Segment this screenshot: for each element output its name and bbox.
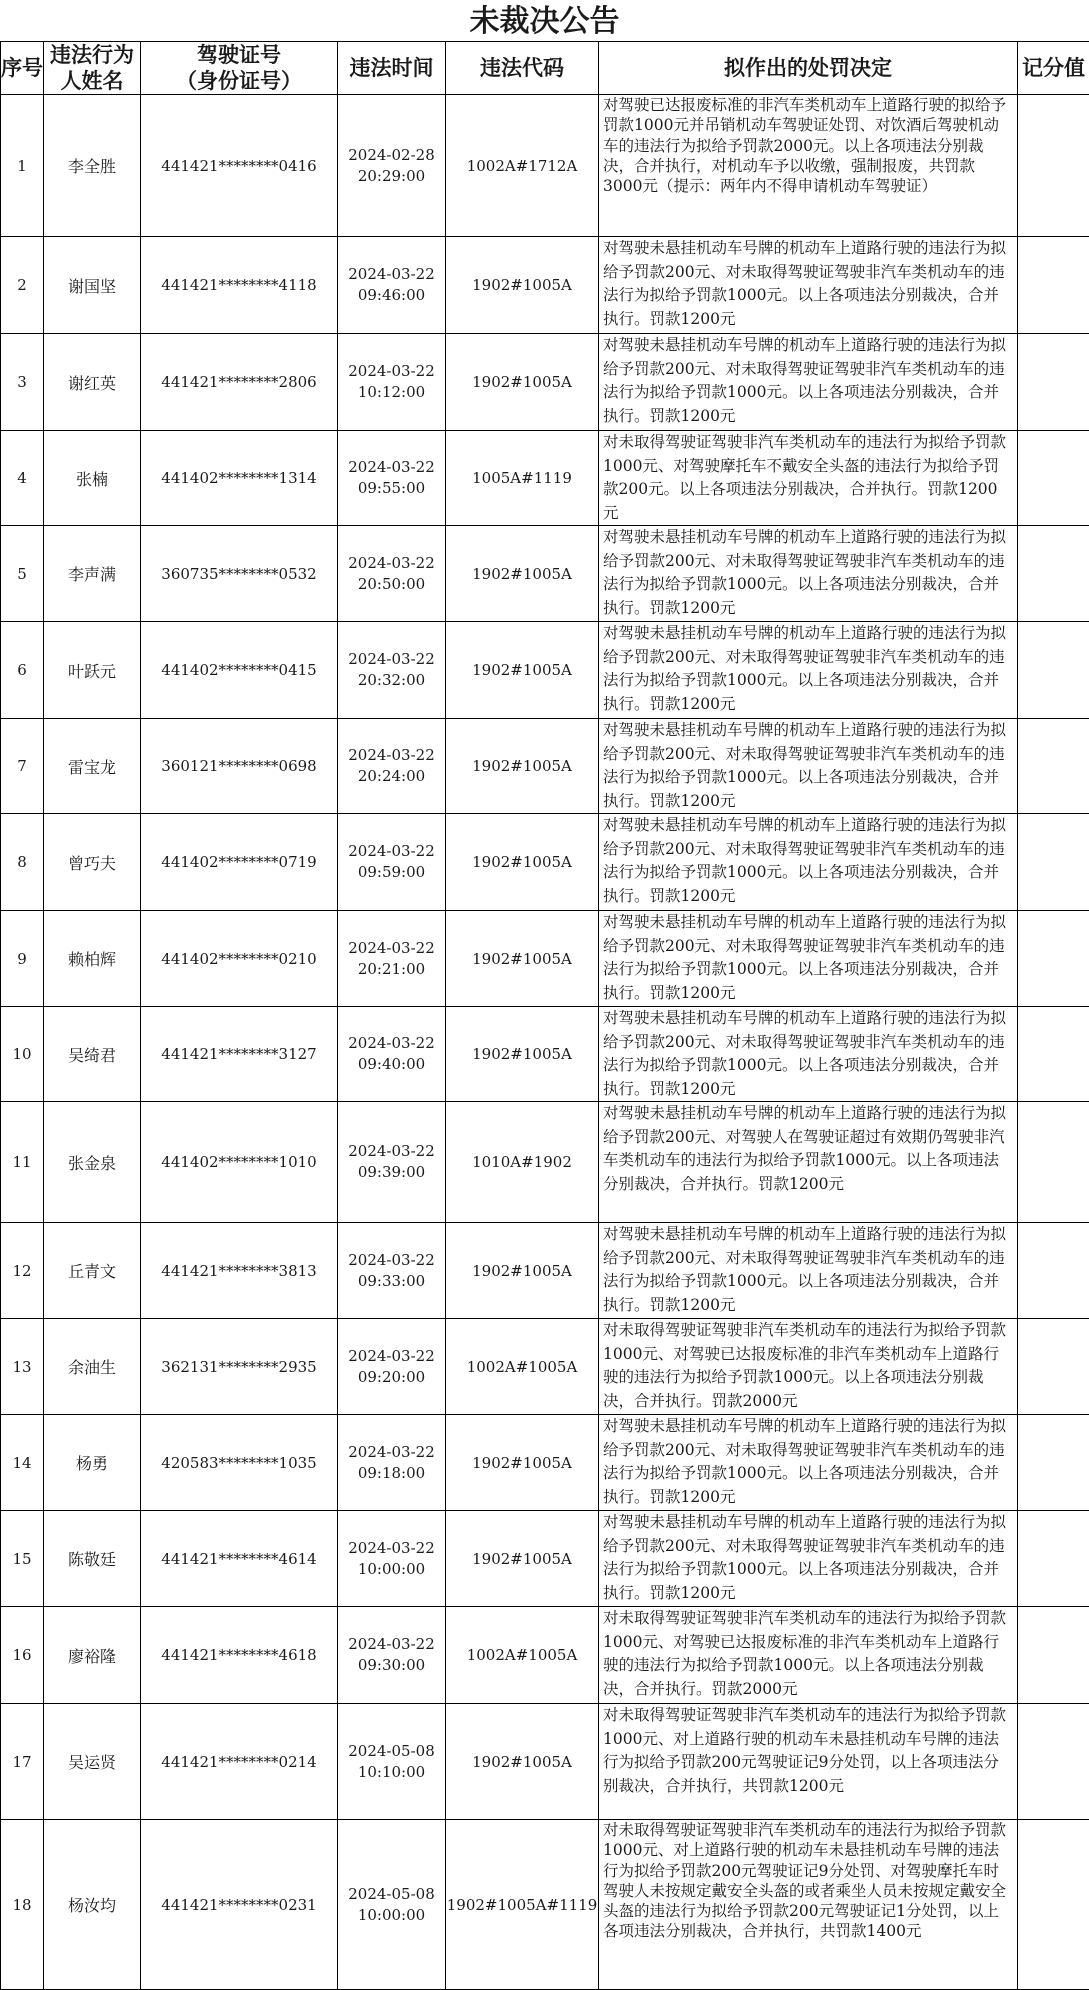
cell-name: 雷宝龙 [44,719,141,814]
cell-points [1018,1223,1089,1319]
cell-time [338,95,446,237]
cell-code: 1902#1005A [446,719,599,814]
cell-no: 1 [1,95,44,237]
cell-decision: 对驾驶未悬挂机动车号牌的机动车上道路行驶的违法行为拟给予罚款200元、对未取得驾驶证驾驶非汽车类机动车的违法行为拟给予罚款1000元。以上各项违法分别裁决，合并执行。罚款1200元 [599,1511,1018,1607]
cell-no: 7 [1,719,44,814]
cell-points [1018,431,1089,526]
cell-decision: 对未取得驾驶证驾驶非汽车类机动车的违法行为拟给予罚款1000元、对驾驶已达报废标准的非汽车类机动车上道路行驶的违法行为拟给予罚款1000元。以上各项违法分别裁决，合并执行。罚款2000元 [599,1607,1018,1704]
header-name-line1: 违法行为 [50,43,134,67]
cell-no: 14 [1,1415,44,1511]
cell-clock: 09:30:00 [357,1656,426,1674]
cell-date: 2024-03-22 [348,362,435,380]
cell-no: 13 [1,1319,44,1415]
cell-points [1018,1102,1089,1223]
cell-no: 2 [1,237,44,334]
cell-no: 6 [1,622,44,719]
cell-name: 谢红英 [44,334,141,431]
cell-id: 360121********0698 [141,719,338,814]
cell-id: 441421********0416 [141,95,338,237]
cell-id: 441421********4118 [141,237,338,334]
cell-time [338,1007,446,1102]
cell-date: 2024-03-22 [348,650,435,668]
cell-decision: 对驾驶未悬挂机动车号牌的机动车上道路行驶的违法行为拟给予罚款200元、对未取得驾驶证驾驶非汽车类机动车的违法行为拟给予罚款1000元。以上各项违法分别裁决，合并执行。罚款1200元 [599,622,1018,719]
table-row [1,1511,1089,1607]
cell-no: 18 [1,1820,44,1990]
cell-date: 2024-02-28 [348,145,435,164]
cell-clock: 09:18:00 [357,1463,426,1482]
cell-time [338,1511,446,1607]
table-row [1,814,1089,911]
cell-no: 16 [1,1607,44,1704]
cell-code: 1010A#1902 [446,1102,599,1223]
cell-name: 杨汝均 [44,1820,141,1990]
cell-time [338,911,446,1007]
cell-no: 15 [1,1511,44,1607]
cell-name: 谢国坚 [44,237,141,334]
cell-code: 1902#1005A [446,237,599,334]
cell-name: 李全胜 [44,95,141,237]
cell-time [338,622,446,719]
header-id [141,42,338,95]
header-no: 序号 [1,42,44,95]
cell-points [1018,1319,1089,1415]
cell-id: 441402********0210 [141,911,338,1007]
cell-clock: 20:24:00 [357,767,426,785]
header-id-line2: （身份证号） [176,69,302,93]
cell-decision: 对驾驶未悬挂机动车号牌的机动车上道路行驶的违法行为拟给予罚款200元、对未取得驾驶证驾驶非汽车类机动车的违法行为拟给予罚款1000元。以上各项违法分别裁决，合并执行。罚款1200元 [599,1223,1018,1319]
cell-time [338,1223,446,1319]
cell-code: 1902#1005A [446,1704,599,1820]
cell-no: 8 [1,814,44,911]
cell-time [338,1319,446,1415]
cell-points [1018,95,1089,237]
cell-points [1018,1511,1089,1607]
table-row [1,622,1089,719]
violations-table [0,41,1089,1990]
cell-name: 李声满 [44,526,141,622]
cell-date: 2024-03-22 [348,1442,435,1461]
table-row [1,911,1089,1007]
header-id-line1: 驾驶证号 [197,43,281,67]
cell-decision: 对驾驶未悬挂机动车号牌的机动车上道路行驶的违法行为拟给予罚款200元、对未取得驾驶证驾驶非汽车类机动车的违法行为拟给予罚款1000元。以上各项违法分别裁决，合并执行。罚款1200元 [599,719,1018,814]
cell-id: 441402********1010 [141,1102,338,1223]
cell-date: 2024-03-22 [348,1250,435,1269]
cell-date: 2024-03-22 [348,938,435,957]
cell-date: 2024-05-08 [348,1884,435,1903]
cell-points [1018,814,1089,911]
table-row [1,719,1089,814]
cell-clock: 09:39:00 [357,1163,426,1181]
table-header-row [1,42,1089,95]
cell-decision: 对未取得驾驶证驾驶非汽车类机动车的违法行为拟给予罚款1000元、对驾驶摩托车不戴安全头盔的违法行为拟给予罚款200元。以上各项违法分别裁决，合并执行。罚款1200元 [599,431,1018,526]
cell-code: 1902#1005A#1119 [446,1820,599,1990]
cell-no: 5 [1,526,44,622]
table-row [1,1607,1089,1704]
cell-time [338,237,446,334]
cell-date: 2024-03-22 [348,1034,435,1052]
table-row [1,1820,1089,1990]
cell-time [338,1415,446,1511]
cell-clock: 10:10:00 [357,1762,426,1781]
cell-date: 2024-03-22 [348,1142,435,1160]
cell-id: 362131********2935 [141,1319,338,1415]
table-row [1,526,1089,622]
cell-clock: 09:46:00 [357,286,426,304]
cell-points [1018,334,1089,431]
cell-time [338,814,446,911]
cell-points [1018,1607,1089,1704]
cell-code: 1902#1005A [446,1007,599,1102]
cell-id: 420583********1035 [141,1415,338,1511]
cell-clock: 20:32:00 [357,671,426,689]
cell-date: 2024-03-22 [348,1635,435,1653]
cell-id: 441421********0231 [141,1820,338,1990]
cell-code: 1005A#1119 [446,431,599,526]
cell-name: 廖裕隆 [44,1607,141,1704]
table-row [1,1007,1089,1102]
cell-time [338,431,446,526]
table-row [1,334,1089,431]
cell-name: 张楠 [44,431,141,526]
cell-clock: 09:20:00 [357,1367,426,1386]
cell-no: 3 [1,334,44,431]
cell-decision: 对驾驶未悬挂机动车号牌的机动车上道路行驶的违法行为拟给予罚款200元、对未取得驾驶证驾驶非汽车类机动车的违法行为拟给予罚款1000元。以上各项违法分别裁决，合并执行。罚款1200元 [599,526,1018,622]
cell-date: 2024-03-22 [348,458,435,476]
header-code: 违法代码 [446,42,599,95]
table-row [1,1704,1089,1820]
cell-points [1018,622,1089,719]
cell-clock: 09:33:00 [357,1271,426,1290]
cell-decision: 对未取得驾驶证驾驶非汽车类机动车的违法行为拟给予罚款1000元、对上道路行驶的机动车未悬挂机动车号牌的违法行为拟给予罚款200元驾驶证记9分处罚、对驾驶摩托车时驾驶人未按规定戴安全头盔的或者乘坐人员未按规定戴安全头盔的违法行为拟给予罚款200元驾驶证记1分处罚，以上各项违法分别裁决，合并执行，共罚款1400元 [599,1820,1018,1990]
cell-clock: 10:00:00 [357,1559,426,1578]
cell-clock: 09:59:00 [357,863,426,881]
cell-name: 余油生 [44,1319,141,1415]
page-title: 未裁决公告 [469,4,620,39]
cell-points [1018,237,1089,334]
cell-code: 1902#1005A [446,1511,599,1607]
cell-no: 11 [1,1102,44,1223]
cell-id: 441402********0719 [141,814,338,911]
cell-points [1018,1007,1089,1102]
cell-points [1018,1820,1089,1990]
cell-id: 360735********0532 [141,526,338,622]
cell-clock: 09:40:00 [357,1055,426,1073]
cell-code: 1902#1005A [446,334,599,431]
cell-name: 赖柏辉 [44,911,141,1007]
cell-no: 9 [1,911,44,1007]
cell-no: 4 [1,431,44,526]
cell-code: 1002A#1005A [446,1319,599,1415]
cell-name: 叶跃元 [44,622,141,719]
cell-points [1018,911,1089,1007]
cell-no: 12 [1,1223,44,1319]
header-decision: 拟作出的处罚决定 [599,42,1018,95]
cell-name: 吴绮君 [44,1007,141,1102]
cell-time [338,1102,446,1223]
cell-date: 2024-03-22 [348,553,435,572]
cell-code: 1002A#1005A [446,1607,599,1704]
table-row [1,237,1089,334]
cell-time [338,526,446,622]
cell-code: 1902#1005A [446,1223,599,1319]
cell-decision: 对驾驶未悬挂机动车号牌的机动车上道路行驶的违法行为拟给予罚款200元、对未取得驾驶证驾驶非汽车类机动车的违法行为拟给予罚款1000元。以上各项违法分别裁决，合并执行。罚款1200元 [599,911,1018,1007]
cell-points [1018,1415,1089,1511]
cell-time [338,719,446,814]
cell-id: 441421********0214 [141,1704,338,1820]
cell-id: 441421********2806 [141,334,338,431]
cell-time [338,1607,446,1704]
cell-id: 441421********3813 [141,1223,338,1319]
cell-clock: 10:12:00 [357,383,426,401]
cell-code: 1902#1005A [446,911,599,1007]
cell-date: 2024-05-08 [348,1741,435,1760]
cell-points [1018,526,1089,622]
table-row [1,1223,1089,1319]
cell-name: 陈敬廷 [44,1511,141,1607]
cell-id: 441402********0415 [141,622,338,719]
cell-id: 441421********4614 [141,1511,338,1607]
cell-decision: 对驾驶已达报废标准的非汽车类机动车上道路行驶的拟给予罚款1000元并吊销机动车驾驶证处罚、对饮酒后驾驶机动车的违法行为拟给予罚款2000元。以上各项违法分别裁决，合并执行，对机动车予以收缴，强制报废，共罚款3000元（提示：两年内不得申请机动车驾驶证） [599,95,1018,237]
cell-clock: 20:21:00 [357,959,426,978]
header-time: 违法时间 [338,42,446,95]
cell-decision: 对驾驶未悬挂机动车号牌的机动车上道路行驶的违法行为拟给予罚款200元、对未取得驾驶证驾驶非汽车类机动车的违法行为拟给予罚款1000元。以上各项违法分别裁决，合并执行。罚款1200元 [599,1007,1018,1102]
cell-name: 曾巧夫 [44,814,141,911]
cell-date: 2024-03-22 [348,746,435,764]
cell-clock: 09:55:00 [357,479,426,497]
cell-decision: 对驾驶未悬挂机动车号牌的机动车上道路行驶的违法行为拟给予罚款200元、对驾驶人在驾驶证超过有效期仍驾驶非汽车类机动车的违法行为拟给予罚款1000元。以上各项违法分别裁决，合并执行。罚款1200元 [599,1102,1018,1223]
cell-id: 441421********4618 [141,1607,338,1704]
cell-date: 2024-03-22 [348,1538,435,1557]
cell-points [1018,719,1089,814]
cell-time [338,334,446,431]
cell-code: 1902#1005A [446,1415,599,1511]
cell-id: 441402********1314 [141,431,338,526]
header-points: 记分值 [1018,42,1089,95]
table-row [1,95,1089,237]
cell-decision: 对驾驶未悬挂机动车号牌的机动车上道路行驶的违法行为拟给予罚款200元、对未取得驾驶证驾驶非汽车类机动车的违法行为拟给予罚款1000元。以上各项违法分别裁决，合并执行。罚款1200元 [599,334,1018,431]
cell-name: 张金泉 [44,1102,141,1223]
cell-code: 1902#1005A [446,814,599,911]
table-row [1,1319,1089,1415]
cell-date: 2024-03-22 [348,1346,435,1365]
cell-code: 1902#1005A [446,622,599,719]
cell-date: 2024-03-22 [348,265,435,283]
cell-decision: 对驾驶未悬挂机动车号牌的机动车上道路行驶的违法行为拟给予罚款200元、对未取得驾驶证驾驶非汽车类机动车的违法行为拟给予罚款1000元。以上各项违法分别裁决，合并执行。罚款1200元 [599,237,1018,334]
cell-clock: 10:00:00 [357,1905,426,1924]
header-name-line2: 人姓名 [60,69,124,93]
cell-time [338,1704,446,1820]
cell-no: 17 [1,1704,44,1820]
cell-decision: 对未取得驾驶证驾驶非汽车类机动车的违法行为拟给予罚款1000元、对驾驶已达报废标准的非汽车类机动车上道路行驶的违法行为拟给予罚款1000元。以上各项违法分别裁决，合并执行。罚款2000元 [599,1319,1018,1415]
table-row [1,431,1089,526]
cell-id: 441421********3127 [141,1007,338,1102]
cell-name: 杨勇 [44,1415,141,1511]
cell-no: 10 [1,1007,44,1102]
cell-code: 1002A#1712A [446,95,599,237]
cell-decision: 对驾驶未悬挂机动车号牌的机动车上道路行驶的违法行为拟给予罚款200元、对未取得驾驶证驾驶非汽车类机动车的违法行为拟给予罚款1000元。以上各项违法分别裁决，合并执行。罚款1200元 [599,1415,1018,1511]
table-row [1,1415,1089,1511]
cell-time [338,1820,446,1990]
cell-decision: 对未取得驾驶证驾驶非汽车类机动车的违法行为拟给予罚款1000元、对上道路行驶的机动车未悬挂机动车号牌的违法行为拟给予罚款200元驾驶证记9分处罚，以上各项违法分别裁决，合并执行，共罚款1200元 [599,1704,1018,1820]
cell-clock: 20:29:00 [357,166,426,185]
cell-name: 吴运贤 [44,1704,141,1820]
cell-clock: 20:50:00 [357,574,426,593]
cell-date: 2024-03-22 [348,842,435,860]
table-row [1,1102,1089,1223]
cell-decision: 对驾驶未悬挂机动车号牌的机动车上道路行驶的违法行为拟给予罚款200元、对未取得驾驶证驾驶非汽车类机动车的违法行为拟给予罚款1000元。以上各项违法分别裁决，合并执行。罚款1200元 [599,814,1018,911]
cell-points [1018,1704,1089,1820]
cell-name: 丘青文 [44,1223,141,1319]
header-name [44,42,141,95]
cell-code: 1902#1005A [446,526,599,622]
